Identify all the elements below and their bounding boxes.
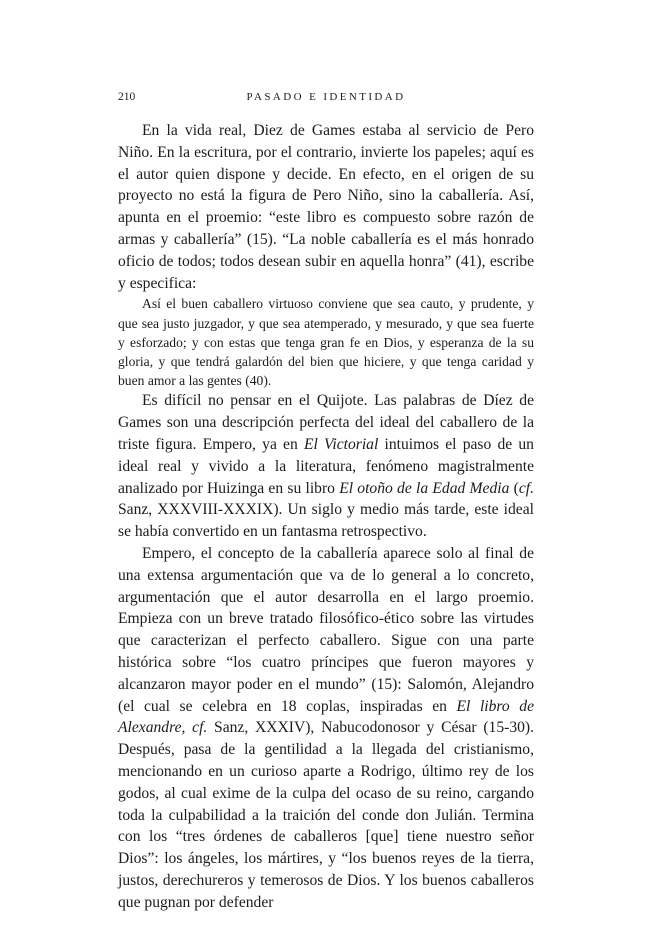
text-span: Sanz, XXXIV), Nabucodonosor y César (15-30). Después, pasa de la gentilidad a la llegada del cristianismo, mencionando en un curioso aparte a Rodrigo, último rey de los godos, al cual exime de la culpa del ocaso de su reino, cargando toda la culpabilidad a la traición del conde don Julián. Termina con los “tres órdenes de caballeros [que] tiene nuestro señor Dios”: los ángeles, los mártires, y “los buenos reyes de la tierra, justos, derechureros y temerosos de Dios. Y los buenos caballeros que pugnan por defender [118,719,534,911]
title-el-victorial: El Victorial [303,435,379,453]
running-title: PASADO E IDENTIDAD [246,91,406,103]
text-span: Sanz, XXXVIII-XXXIX). Un siglo y medio más tarde, este ideal se había convertido en un fantasma retrospectivo. [118,501,534,541]
paragraph-1: En la vida real, Diez de Games estaba al servicio de Pero Niño. En la escritura, por el contrario, invierte los papeles; aquí es el autor quien dispone y decide. En efecto, en el origen de su proyecto no está la figura de Pero Niño, sino la caballería. Así, apunta en el proemio: “este libro es compuesto sobre razón de armas y caballería” (15). “La noble caballería es el más honrado oficio de todos; todos desean subir en aquella honra” (41), escribe y especifica: [118,122,534,292]
cf-abbreviation: cf. [192,719,208,737]
text-span: ( [509,479,519,497]
text-span: , [181,719,193,737]
text-span: Empero, el concepto de la caballería aparece solo al final de una extensa argumentación que va de lo general a lo concreto, argumentación que el autor desarrolla en el largo proemio. Empieza con un breve tratado filosófico-ético sobre las virtudes que caracterizan el perfecto caballero. Sigue con una parte histórica sobre “los cuatro príncipes que fueron mayores y alcanzaron mayor poder en el mundo” (15): Salomón, Alejandro (el cual se celebra en 18 coplas, inspiradas en [118,544,534,715]
page-number: 210 [118,91,136,103]
text-span: intuimos el paso de un ideal real y vivido a la literatura, fenómeno magistralmente analizado por Huizinga en su libro [118,435,534,497]
paragraph-2 [118,390,534,543]
cf-abbreviation: cf. [518,479,534,497]
page-header [118,91,534,111]
paragraph-3 [118,543,534,914]
block-quote: Así el buen caballero virtuoso conviene que sea cauto, y prudente, y que sea justo juzgador, y que sea atemperado, y mesurado, y que sea fuerte y esforzado; y con estas que tenga gran fe en Dios, y esperanza de la su gloria, y que tendrá galardón del bien que hiciere, y que tenga caridad y buen amor a las gentes (40). [118,296,534,389]
title-el-otono: El otoño de la Edad Media [339,479,510,497]
text-span: Es difícil no pensar en el Quijote. Las palabras de Díez de Games son una descripción perfecta del ideal del caballero de la triste figura. Empero, ya en [118,392,534,453]
body-text [118,120,534,914]
title-libro-alexandre: El libro de Alexandre [118,697,534,737]
